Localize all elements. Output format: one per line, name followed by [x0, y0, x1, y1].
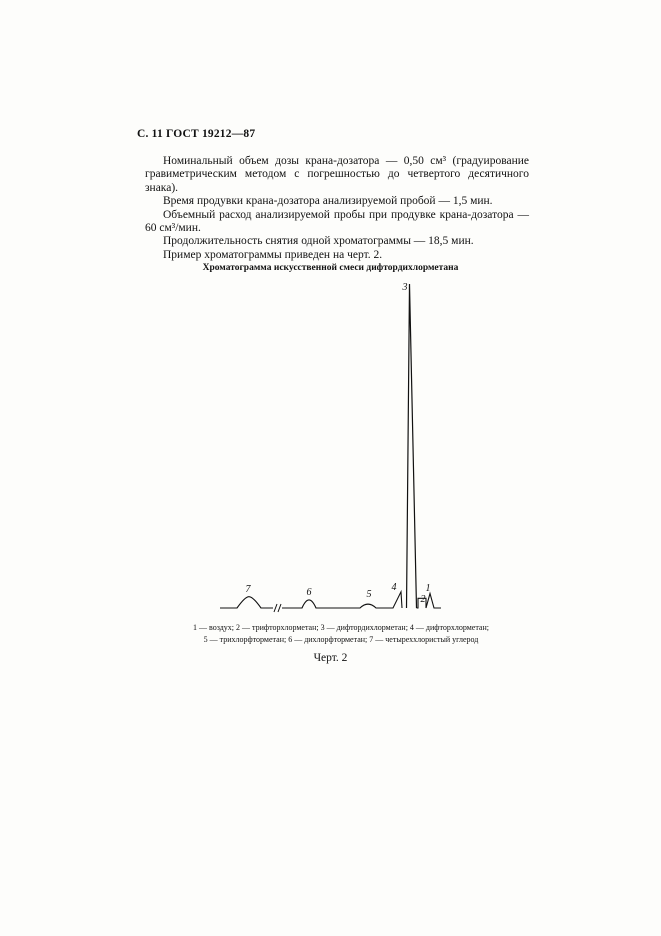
peak-label-4: 4	[391, 582, 397, 593]
paragraph: Продолжительность снятия одной хроматограммы — 18,5 мин.	[163, 235, 474, 248]
peak-label-6: 6	[306, 587, 312, 598]
peak-label-5: 5	[366, 589, 372, 600]
paragraph: Время продувки крана-дозатора анализируемой пробой — 1,5 мин.	[163, 195, 493, 208]
axis-break-mark	[274, 604, 281, 612]
baseline-segment	[282, 592, 402, 608]
legend-line: 1 — воздух; 2 — трифторхлорметан; 3 — дифтордихлорметан; 4 — дифторхлорметан;	[193, 623, 489, 632]
paragraph: Объемный расход анализируемой пробы при продувке крана-дозатора — 60 см³/мин.	[145, 208, 529, 235]
peak-label-3: 3	[402, 282, 408, 293]
paragraph: Пример хроматограммы приведен на черт. 2.	[163, 248, 383, 261]
chart-legend	[140, 622, 542, 645]
legend-line: 5 — трихлорфторметан; 6 — дихлорфторметан; 7 — четыреххлористый углерод	[203, 634, 479, 644]
peak-label-1: 1	[425, 583, 431, 594]
baseline-segment	[220, 597, 273, 608]
figure-caption: Черт. 2	[313, 652, 348, 664]
paragraph: Номинальный объем дозы крана-дозатора — 0,50 см³ (градуирование гравиметрическим методом с погрешностью до четвертого десятичного знака).	[145, 155, 529, 194]
page-header: С. 11 ГОСТ 19212—87	[137, 128, 256, 140]
peak-3-line	[407, 284, 417, 608]
chart-title: Хроматограмма искусственной смеси дифтордихлорметана	[202, 263, 459, 273]
peak-label-7: 7	[245, 584, 251, 595]
peak-label-2: 2	[420, 594, 426, 605]
